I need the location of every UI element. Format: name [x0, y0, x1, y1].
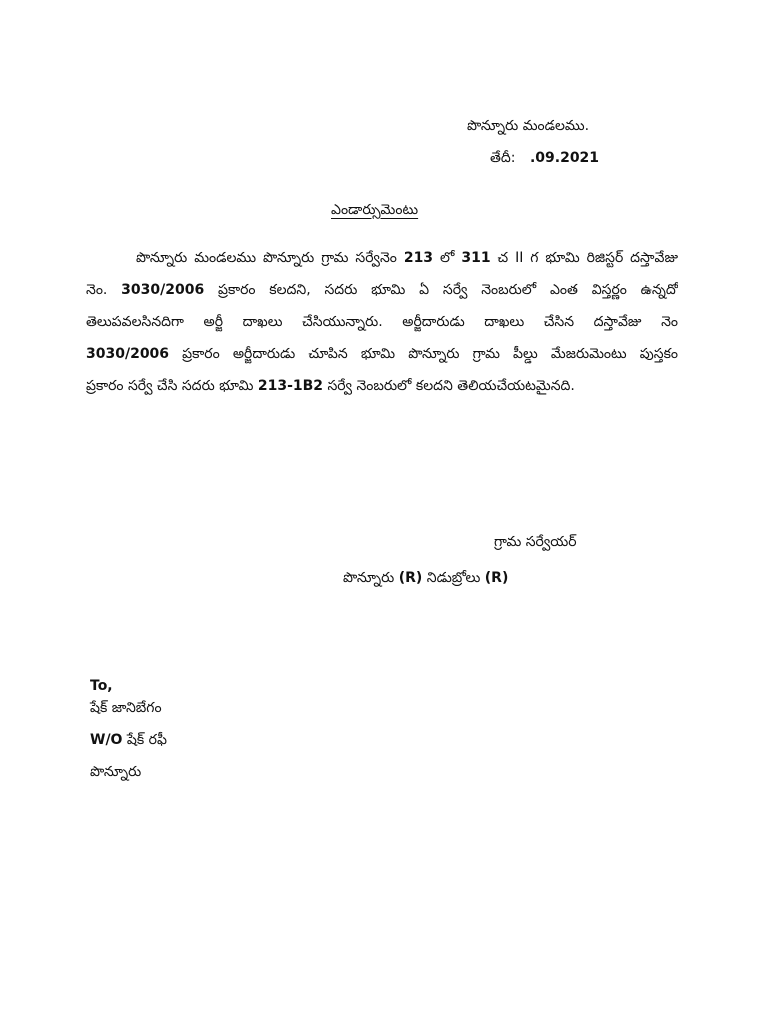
bold-number: 3030/2006: [121, 282, 205, 298]
recipient-name: షేక్ జానిబేగం: [90, 700, 162, 716]
date-line: [490, 148, 599, 168]
recipient-place: పొన్నూరు: [90, 764, 142, 780]
endorsement-paragraph: [86, 248, 678, 408]
text-run: ప్రకారం అర్జీదారుడు చూపిన భూమి పొన్నూరు గ్రామ పీల్డు మేజరుమెంటు పుస్తకం: [169, 346, 678, 362]
text-run: పొన్నూరు మండలము పొన్నూరు గ్రామ సర్వేనెం: [136, 250, 404, 266]
village-2-r: (R): [484, 570, 509, 586]
to-label: To,: [90, 678, 113, 694]
paragraph-line: [86, 312, 678, 332]
village-2: నిడుబ్రోలు: [426, 570, 481, 586]
signatory-villages: [343, 568, 508, 588]
bold-number: 213-1B2: [257, 378, 324, 394]
text-run: సర్వే నెంబరులో కలదని తెలియచేయటమైనది.: [323, 378, 575, 394]
text-run: తెలుపవలసినదిగా అర్జీ దాఖలు చేసియున్నారు. అర్జీదారుడు దాఖలు చేసిన దస్తావేజు నెం: [86, 314, 678, 330]
date-value: .09.2021: [529, 150, 600, 166]
village-1: పొన్నూరు: [343, 570, 395, 586]
text-run: చ II గ భూమి రిజిస్టర్ దస్తావేజు: [490, 250, 678, 266]
bold-number: 213: [403, 250, 434, 266]
paragraph-line: [86, 248, 678, 268]
signatory-designation: గ్రామ సర్వేయర్: [494, 534, 577, 550]
text-run: లో: [433, 250, 462, 266]
text-run: ప్రకారం కలదని, సదరు భూమి ఏ సర్వే నెంబరులో ఎంత విస్తర్ణం ఉన్నదో: [204, 282, 678, 298]
wo-label: W/O: [90, 732, 123, 748]
bold-number: 311: [461, 250, 491, 266]
paragraph-line: [86, 344, 678, 364]
paragraph-line: [86, 376, 678, 396]
document-title: ఎండార్సుమెంటు: [331, 202, 419, 218]
bold-number: 3030/2006: [86, 346, 170, 362]
text-run: ప్రకారం సర్వే చేసి సదరు భూమి: [86, 378, 258, 394]
recipient-block: [90, 676, 167, 794]
date-label: తేదీ:: [490, 150, 516, 166]
recipient-husband: షేక్ రఫీ: [126, 732, 167, 748]
paragraph-line: [86, 280, 678, 300]
mandal-name: పొన్నూరు మండలము.: [467, 118, 590, 134]
text-run: నెం.: [86, 282, 122, 298]
village-1-r: (R): [398, 570, 423, 586]
recipient-relation: [90, 730, 167, 750]
